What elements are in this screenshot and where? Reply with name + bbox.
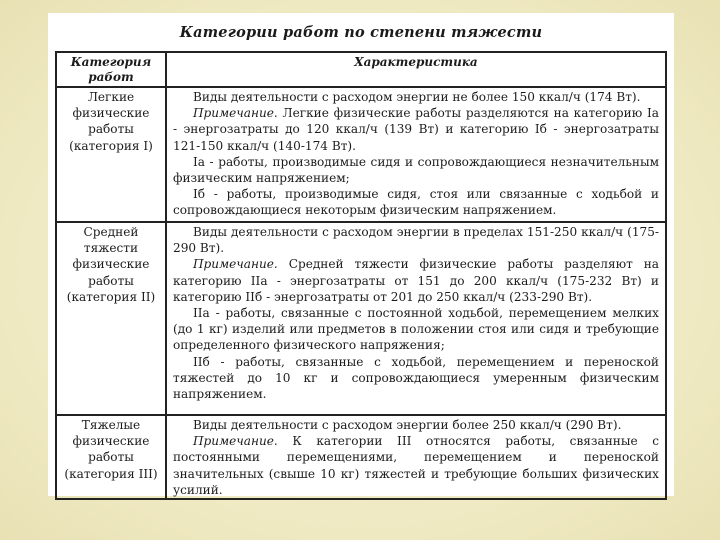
page-title: Категории работ по степени тяжести bbox=[179, 24, 543, 41]
note-label: Примечание. bbox=[193, 257, 278, 272]
work-categories-table bbox=[55, 51, 667, 500]
characteristic-cell bbox=[166, 415, 666, 499]
paragraph bbox=[173, 89, 659, 105]
paragraph-text: IIа - работы, связанные с постоянной ходьбой, перемещением мелких (до 1 кг) изделий или предметов в положении стоя или сидя и требующие определенного физического напряжения; bbox=[173, 306, 659, 353]
paragraph-text: Iа - работы, производимые сидя и сопровождающиеся незначительным физическим напряжением; bbox=[173, 154, 659, 186]
paragraph-text: Виды деятельности с расходом энергии не более 150 ккал/ч (174 Вт). bbox=[193, 90, 641, 104]
table-row bbox=[56, 415, 666, 499]
paragraph-text: Iб - работы, производимые сидя, стоя или связанные с ходьбой и сопровождающиеся некоторым физическим напряжением. bbox=[173, 187, 659, 218]
paragraph bbox=[173, 305, 659, 354]
paragraph bbox=[173, 433, 659, 498]
paragraph bbox=[173, 105, 659, 154]
characteristic-cell bbox=[166, 222, 666, 415]
header-category: Категория работ bbox=[56, 52, 166, 87]
paragraph-text: Виды деятельности с расходом энергии более 250 ккал/ч (290 Вт). bbox=[193, 418, 622, 432]
category-cell: Легкие физические работы (категория I) bbox=[56, 87, 166, 222]
characteristic-cell bbox=[166, 87, 666, 222]
category-cell: Тяжелые физические работы (категория III) bbox=[56, 415, 166, 499]
note-label: Примечание. bbox=[193, 434, 278, 449]
table-row bbox=[56, 222, 666, 415]
table-row bbox=[56, 87, 666, 222]
paragraph-text: К категории III относятся работы, связанные с постоянными перемещениями, перемещением и переноской значительных (свыше 10 кг) тяжестей и требующие больших физических усилий. bbox=[173, 434, 659, 497]
paragraph bbox=[173, 417, 659, 433]
paragraph bbox=[173, 354, 659, 403]
paragraph bbox=[173, 256, 659, 305]
paragraph bbox=[173, 186, 659, 218]
category-cell: Средней тяжести физические работы (категория II) bbox=[56, 222, 166, 415]
paragraph-text: IIб - работы, связанные с ходьбой, перемещением и переноской тяжестей до 10 кг и сопровождающиеся умеренным физическим напряжением. bbox=[173, 354, 659, 402]
table-header-row bbox=[56, 52, 666, 87]
document-page bbox=[48, 13, 674, 496]
paragraph-text: Средней тяжести физические работы разделяют на категорию IIа - энергозатраты от 151 до 200 ккал/ч (175-232 Вт) и категорию IIб - энергозатраты от 201 до 250 ккал/ч (233-290 Вт). bbox=[173, 257, 659, 304]
paragraph bbox=[173, 154, 659, 186]
paragraph-text: Виды деятельности с расходом энергии в пределах 151-250 ккал/ч (175-290 Вт). bbox=[173, 225, 659, 256]
paragraph-text: Легкие физические работы разделяются на категорию Iа - энергозатраты до 120 ккал/ч (139 Вт) и категорию Iб - энергозатраты 121-150 ккал/ч (140-174 Вт). bbox=[173, 106, 659, 153]
paragraph bbox=[173, 224, 659, 256]
note-label: Примечание. bbox=[193, 106, 278, 121]
header-characteristic: Характеристика bbox=[166, 52, 666, 87]
